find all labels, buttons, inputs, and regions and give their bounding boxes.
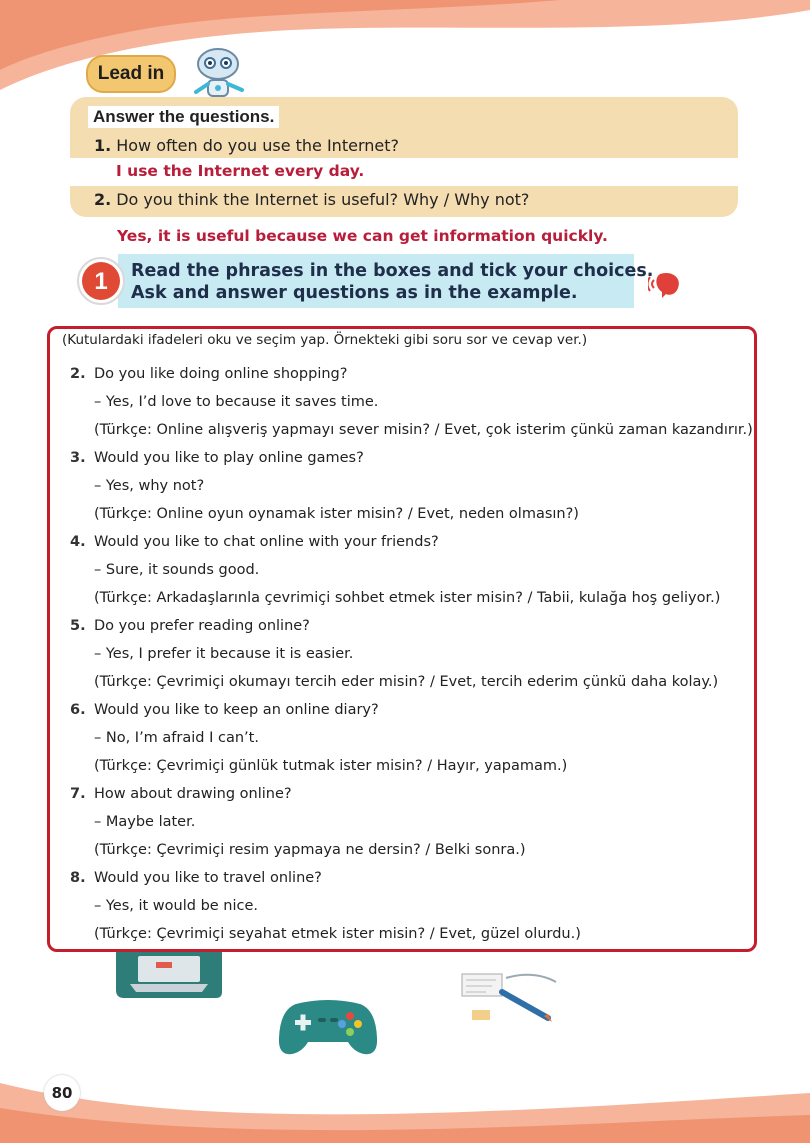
- dialogue-item: [70, 528, 740, 612]
- dialogue-item: [70, 696, 740, 780]
- dialogue-item: [70, 780, 740, 864]
- question-1: 1. How often do you use the Internet?: [94, 136, 399, 155]
- item-question: 3. Would you like to play online games?: [70, 444, 740, 472]
- task-line-2: Ask and answer questions as in the example.: [131, 283, 578, 303]
- item-number: 5.: [70, 618, 86, 634]
- item-translation: (Türkçe: Çevrimiçi seyahat etmek ister misin? / Evet, güzel olurdu.): [94, 926, 581, 942]
- item-translation: (Türkçe: Çevrimiçi günlük tutmak ister misin? / Hayır, yapamam.): [94, 758, 568, 774]
- item-question: 4. Would you like to chat online with your friends?: [70, 528, 740, 556]
- speaking-icon: [648, 268, 682, 300]
- dialogue-item: [70, 864, 740, 948]
- item-answer: – Maybe later.: [94, 814, 196, 830]
- item-number: 4.: [70, 534, 86, 550]
- item-translation: (Türkçe: Çevrimiçi resim yapmaya ne dersin? / Belki sonra.): [94, 842, 526, 858]
- item-translation: (Türkçe: Arkadaşlarınla çevrimiçi sohbet etmek ister misin? / Tabii, kulağa hoş geliyor.): [94, 590, 721, 606]
- item-number: 2.: [70, 366, 86, 382]
- item-number: 8.: [70, 870, 86, 886]
- item-answer: – Yes, why not?: [94, 478, 205, 494]
- item-number: 7.: [70, 786, 86, 802]
- item-question: 8. Would you like to travel online?: [70, 864, 740, 892]
- bottom-decoration: [0, 1053, 810, 1143]
- dialogue-item: [70, 444, 740, 528]
- question-2: 2. Do you think the Internet is useful? Why / Why not?: [94, 190, 530, 209]
- item-translation: (Türkçe: Online oyun oynamak ister misin? / Evet, neden olmasın?): [94, 506, 579, 522]
- box-intro: (Kutulardaki ifadeleri oku ve seçim yap. Örnekteki gibi soru sor ve cevap ver.): [62, 332, 588, 348]
- item-answer: – Yes, it would be nice.: [94, 898, 259, 914]
- item-answer: – Sure, it sounds good.: [94, 562, 260, 578]
- item-question: 6. Would you like to keep an online diary?: [70, 696, 740, 724]
- laptop-illustration: [116, 952, 222, 1000]
- item-question: 5. Do you prefer reading online?: [70, 612, 740, 640]
- item-answer: – Yes, I prefer it because it is easier.: [94, 646, 354, 662]
- item-translation: (Türkçe: Çevrimiçi okumayı tercih eder misin? / Evet, tercih ederim çünkü daha kolay.): [94, 674, 719, 690]
- task-number-badge: [76, 256, 126, 306]
- answer-1: I use the Internet every day.: [116, 162, 365, 180]
- item-number: 3.: [70, 450, 86, 466]
- item-number: 6.: [70, 702, 86, 718]
- lead-in-badge: Lead in: [86, 55, 176, 93]
- item-answer: – No, I’m afraid I can’t.: [94, 730, 259, 746]
- task-instructions: [131, 260, 653, 304]
- gamepad-illustration: [278, 998, 378, 1058]
- dialogue-item: [70, 360, 753, 444]
- drawing-tools-illustration: [456, 968, 560, 1024]
- lead-in-prompt: Answer the questions.: [88, 106, 279, 128]
- task-number: 1: [94, 268, 108, 295]
- dialogue-item: [70, 612, 740, 696]
- item-question: 2. Do you like doing online shopping?: [70, 360, 740, 388]
- page-number: 80: [44, 1075, 80, 1111]
- item-question: 7. How about drawing online?: [70, 780, 740, 808]
- item-answer: – Yes, I’d love to because it saves time.: [94, 394, 379, 410]
- task-line-1: Read the phrases in the boxes and tick your choices.: [131, 261, 654, 281]
- answer-2: Yes, it is useful because we can get information quickly.: [117, 227, 608, 245]
- item-translation: (Türkçe: Online alışveriş yapmayı sever misin? / Evet, çok isterim çünkü zaman kazandırır.): [94, 422, 753, 438]
